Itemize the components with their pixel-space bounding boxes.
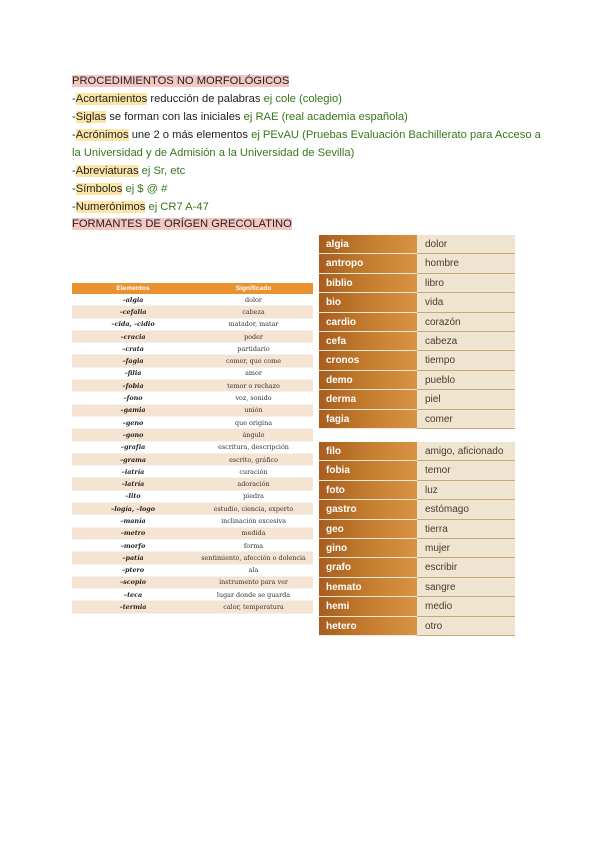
meaning-cell: partidario: [194, 343, 313, 355]
root-cell: fobia: [319, 461, 417, 480]
element-cell: –patía: [72, 552, 194, 564]
root-cell: gastro: [319, 500, 417, 519]
table-row: [319, 313, 515, 332]
meaning-cell: escritura, descripción: [194, 441, 313, 453]
table-row: [72, 527, 313, 539]
table-row: [72, 490, 313, 502]
meaning-cell: amigo, aficionado: [417, 442, 515, 461]
meaning-cell: matador, matar: [194, 318, 313, 330]
table-row: [319, 390, 515, 409]
meaning-cell: dolor: [417, 235, 515, 254]
meaning-cell: sangre: [417, 578, 515, 597]
table-row: [72, 503, 313, 515]
table-row: [72, 404, 313, 416]
meaning-cell: estudio, ciencia, experto: [194, 503, 313, 515]
table-row: [72, 441, 313, 453]
meaning-cell: medida: [194, 527, 313, 539]
column-header: Elementos: [72, 283, 194, 294]
element-cell: –grama: [72, 453, 194, 465]
root-cell: bio: [319, 293, 417, 312]
meaning-cell: calor, temperatura: [194, 601, 313, 613]
table-row: [72, 552, 313, 564]
table-row: [319, 254, 515, 273]
root-cell: biblio: [319, 274, 417, 293]
item-term: Abreviaturas: [75, 165, 139, 177]
element-cell: –latría: [72, 478, 194, 490]
meaning-cell: curación: [194, 466, 313, 478]
meaning-cell: lugar donde se guarda: [194, 589, 313, 601]
meaning-cell: medio: [417, 597, 515, 616]
table-row: [72, 539, 313, 551]
item-text: une 2 o más elementos: [128, 129, 252, 141]
table-row: [72, 330, 313, 342]
meaning-cell: comer: [417, 410, 515, 429]
element-cell: –fobia: [72, 380, 194, 392]
item-term: Acortamientos: [75, 93, 148, 105]
table-row: [319, 617, 515, 636]
meaning-cell: escribir: [417, 558, 515, 577]
element-cell: –cracia: [72, 330, 194, 342]
meaning-cell: ángulo: [194, 429, 313, 441]
meaning-cell: ala: [194, 564, 313, 576]
element-cell: –grafía: [72, 441, 194, 453]
element-cell: –algia: [72, 294, 194, 306]
item-term: Numerónimos: [75, 201, 146, 213]
meaning-cell: temor o rechazo: [194, 380, 313, 392]
procedures-list: [72, 90, 542, 216]
root-cell: cardio: [319, 313, 417, 332]
meaning-cell: voz, sonido: [194, 392, 313, 404]
element-cell: –logía, –logo: [72, 503, 194, 515]
item-example: ej cole (colegio): [263, 93, 342, 105]
meaning-cell: sentimiento, afección o dolencia: [194, 552, 313, 564]
section-formantes: [72, 215, 542, 233]
table-row: [319, 520, 515, 539]
table-row: [72, 466, 313, 478]
meaning-cell: corazón: [417, 313, 515, 332]
meaning-cell: pueblo: [417, 371, 515, 390]
table-row: [72, 576, 313, 588]
element-cell: –manía: [72, 515, 194, 527]
element-cell: –geno: [72, 416, 194, 428]
meaning-cell: dolor: [194, 294, 313, 306]
table-row: [319, 235, 515, 254]
element-cell: –iatría: [72, 466, 194, 478]
meaning-cell: mujer: [417, 539, 515, 558]
root-cell: algia: [319, 235, 417, 254]
root-cell: hemato: [319, 578, 417, 597]
formantes-photo-table-top: [319, 235, 515, 429]
root-cell: antropo: [319, 254, 417, 273]
section-heading: PROCEDIMIENTOS NO MORFOLÓGICOS: [72, 75, 290, 87]
table-row: [72, 318, 313, 330]
root-cell: gino: [319, 539, 417, 558]
element-cell: –ptero: [72, 564, 194, 576]
root-cell: demo: [319, 371, 417, 390]
item-prefix: -: [72, 93, 76, 105]
table-row: [72, 429, 313, 441]
table-row: [319, 410, 515, 429]
item-term: Símbolos: [75, 183, 123, 195]
meaning-cell: comer, que come: [194, 355, 313, 367]
meaning-cell: poder: [194, 330, 313, 342]
meaning-cell: instrumento para ver: [194, 576, 313, 588]
root-cell: grafo: [319, 558, 417, 577]
item-term: Siglas: [75, 111, 107, 123]
table-row: [72, 589, 313, 601]
item-example: ej Sr, etc: [141, 165, 186, 177]
table-row: [319, 481, 515, 500]
table-row: [319, 597, 515, 616]
table-row: [319, 539, 515, 558]
table-row: [72, 355, 313, 367]
root-cell: derma: [319, 390, 417, 409]
meaning-cell: amor: [194, 367, 313, 379]
element-cell: –gamia: [72, 404, 194, 416]
root-cell: hemi: [319, 597, 417, 616]
element-cell: –scopio: [72, 576, 194, 588]
meaning-cell: forma: [194, 539, 313, 551]
table-row: [72, 564, 313, 576]
root-cell: cefa: [319, 332, 417, 351]
meaning-cell: estómago: [417, 500, 515, 519]
element-cell: –lito: [72, 490, 194, 502]
table-row: [72, 343, 313, 355]
table-row: [319, 500, 515, 519]
item-term: Acrónimos: [75, 129, 129, 141]
table-row: [72, 380, 313, 392]
meaning-cell: piedra: [194, 490, 313, 502]
element-cell: –cida, –cidio: [72, 318, 194, 330]
list-item: [72, 162, 542, 180]
meaning-cell: tierra: [417, 520, 515, 539]
table-row: [72, 367, 313, 379]
meaning-cell: luz: [417, 481, 515, 500]
root-cell: geo: [319, 520, 417, 539]
table-row: [319, 274, 515, 293]
meaning-cell: unión: [194, 404, 313, 416]
item-text: reducción de palabras: [147, 93, 264, 105]
meaning-cell: cabeza: [194, 306, 313, 318]
meaning-cell: otro: [417, 617, 515, 636]
table-row: [319, 442, 515, 461]
table-row: [72, 392, 313, 404]
element-cell: –crata: [72, 343, 194, 355]
table-row: [72, 306, 313, 318]
item-example: ej RAE (real academia española): [243, 111, 408, 123]
meaning-cell: piel: [417, 390, 515, 409]
meaning-cell: inclinación excesiva: [194, 515, 313, 527]
element-cell: –morfo: [72, 539, 194, 551]
table-row: [72, 478, 313, 490]
table-row: [319, 293, 515, 312]
element-cell: –filia: [72, 367, 194, 379]
table-row: [319, 461, 515, 480]
meaning-cell: que origina: [194, 416, 313, 428]
element-cell: –teca: [72, 589, 194, 601]
element-cell: –cefalia: [72, 306, 194, 318]
table-row: [319, 371, 515, 390]
element-cell: –metro: [72, 527, 194, 539]
table-row: [72, 601, 313, 613]
table-row: [72, 453, 313, 465]
item-example: ej PEvAU (Pruebas Evaluación Bachillerato para Acceso a la Universidad y de Admisión a la Universidad de Sevilla): [72, 129, 541, 159]
table-row: [319, 558, 515, 577]
formantes-photo-table-bottom: [319, 442, 515, 636]
list-item: [72, 90, 542, 108]
section-heading: FORMANTES DE ORÍGEN GRECOLATINO: [72, 218, 292, 230]
list-item: [72, 198, 542, 216]
meaning-cell: temor: [417, 461, 515, 480]
element-cell: –termia: [72, 601, 194, 613]
meaning-cell: cabeza: [417, 332, 515, 351]
root-cell: cronos: [319, 351, 417, 370]
item-example: ej $ @ #: [125, 183, 168, 195]
element-cell: –gono: [72, 429, 194, 441]
meaning-cell: adoración: [194, 478, 313, 490]
table-row: [319, 332, 515, 351]
root-cell: fagia: [319, 410, 417, 429]
section-procedimientos: [72, 72, 542, 216]
list-item: [72, 180, 542, 198]
root-cell: foto: [319, 481, 417, 500]
table-row: [319, 351, 515, 370]
item-prefix: -: [72, 129, 76, 141]
item-example: ej CR7 A-47: [148, 201, 209, 213]
meaning-cell: libro: [417, 274, 515, 293]
meaning-cell: vida: [417, 293, 515, 312]
element-cell: –fono: [72, 392, 194, 404]
meaning-cell: hombre: [417, 254, 515, 273]
item-prefix: -: [72, 111, 76, 123]
table-row: [319, 578, 515, 597]
root-cell: hetero: [319, 617, 417, 636]
table-row: [72, 416, 313, 428]
item-text: se forman con las iniciales: [106, 111, 244, 123]
list-item: [72, 126, 542, 162]
meaning-cell: tiempo: [417, 351, 515, 370]
table-row: [72, 294, 313, 306]
root-cell: filo: [319, 442, 417, 461]
table-row: [72, 515, 313, 527]
element-cell: –fagia: [72, 355, 194, 367]
item-prefix: -: [72, 183, 76, 195]
item-prefix: -: [72, 165, 76, 177]
column-header: Significado: [194, 283, 313, 294]
list-item: [72, 108, 542, 126]
formantes-table: [72, 283, 313, 614]
meaning-cell: escrito, gráfico: [194, 453, 313, 465]
item-prefix: -: [72, 201, 76, 213]
